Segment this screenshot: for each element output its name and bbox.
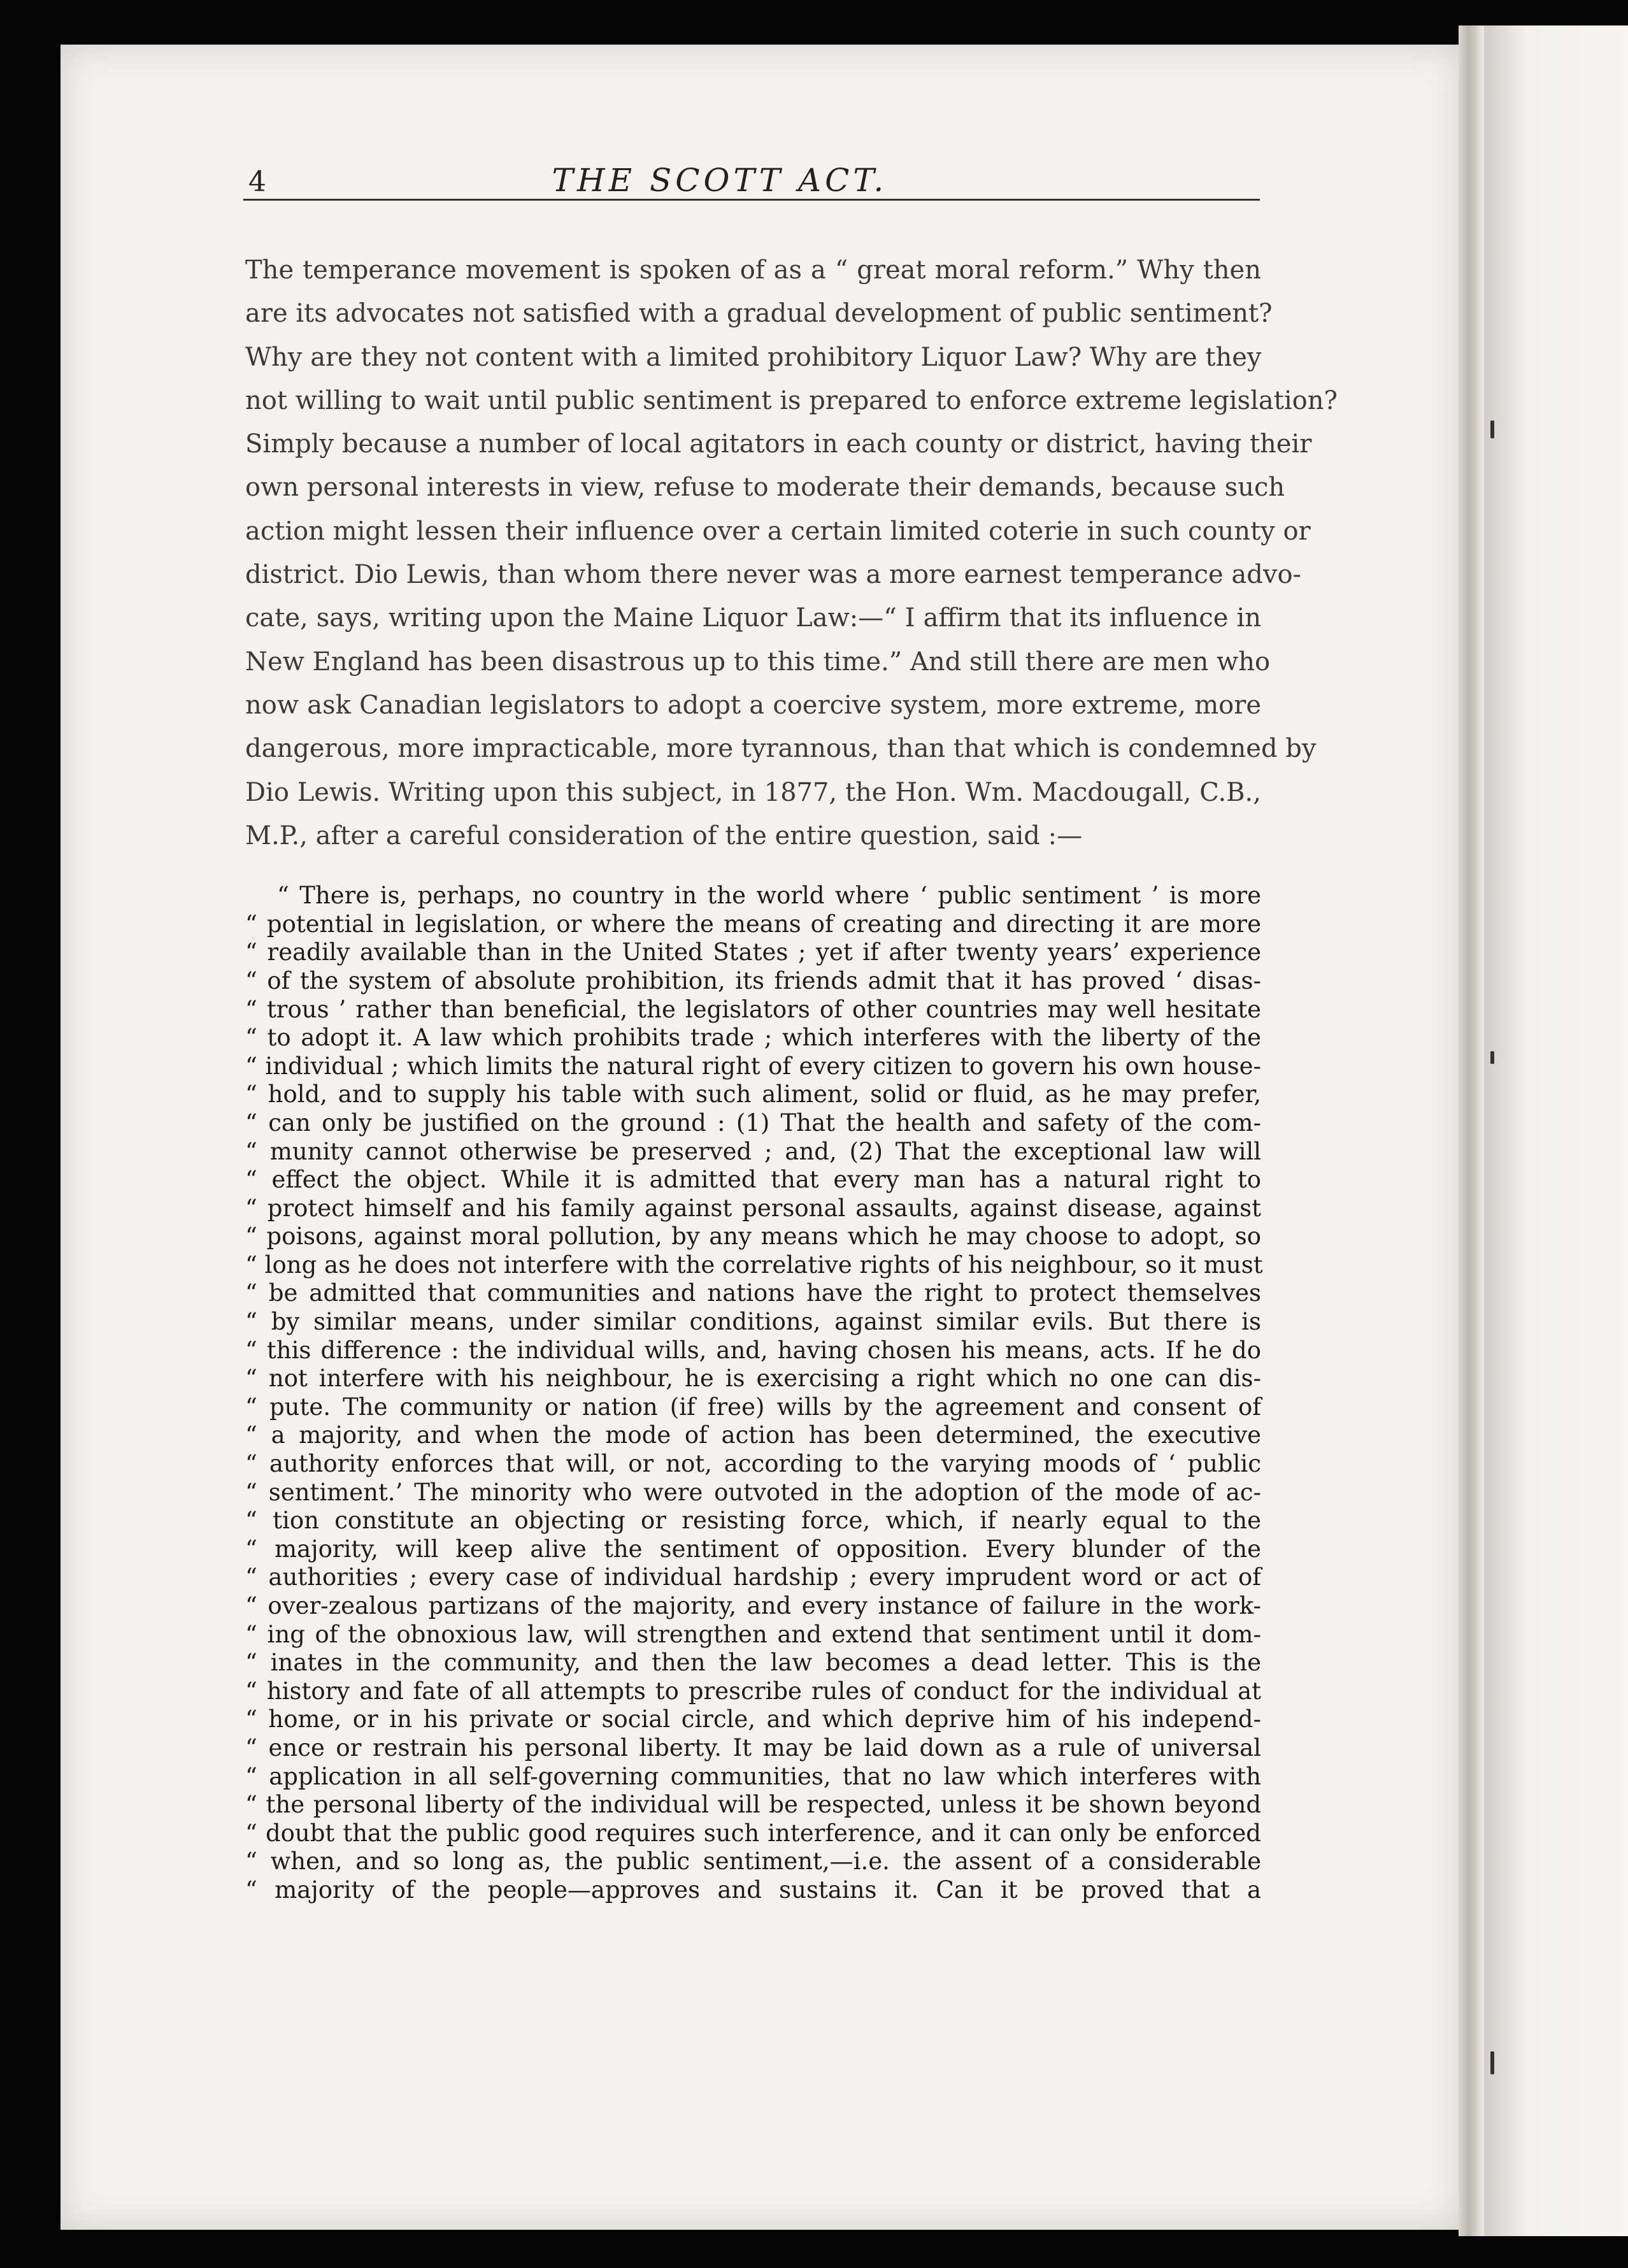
paragraph-line: own personal interests in view, refuse to moderate their demands, because such xyxy=(245,473,1285,503)
edge-mark xyxy=(1490,2051,1494,2074)
paragraph-line: cate, says, writing upon the Maine Liquor Law:—“ I affirm that its influence in xyxy=(245,603,1261,633)
quote-line: “ potential in legislation, or where the means of creating and directing it are more xyxy=(245,910,1261,938)
quote-line: “ application in all self-governing communities, that no law which interferes with xyxy=(245,1762,1261,1790)
edge-mark xyxy=(1490,420,1494,438)
paragraph-line: Why are they not content with a limited prohibitory Liquor Law? Why are they xyxy=(245,342,1262,372)
quote-line: “ authority enforces that will, or not, according to the varying moods of ‘ public xyxy=(245,1450,1261,1478)
running-head: THE SCOTT ACT. xyxy=(552,162,888,199)
quote-line: “ majority of the people—approves and sustains it. Can it be proved that a xyxy=(245,1876,1261,1904)
quote-line: “ when, and so long as, the public sentiment,—i.e. the assent of a considerable xyxy=(245,1848,1261,1876)
quote-line: “ the personal liberty of the individual will be respected, unless it be shown beyond xyxy=(245,1791,1261,1819)
quote-line: “ There is, perhaps, no country in the world where ‘ public sentiment ’ is more xyxy=(277,882,1261,910)
header-rule xyxy=(243,199,1260,201)
quote-line: “ to adopt it. A law which prohibits trade ; which interferes with the liberty of the xyxy=(245,1024,1261,1052)
quote-line: “ can only be justified on the ground : (1) That the health and safety of the com- xyxy=(245,1109,1261,1137)
quote-line: “ majority, will keep alive the sentiment of opposition. Every blunder of the xyxy=(245,1535,1261,1563)
quote-line: “ authorities ; every case of individual hardship ; every imprudent word or act of xyxy=(245,1563,1261,1591)
quote-line: “ munity cannot otherwise be preserved ; and, (2) That the exceptional law will xyxy=(245,1137,1261,1165)
paragraph-line: M.P., after a careful consideration of the entire question, said :— xyxy=(245,821,1083,850)
quote-line: “ over-zealous partizans of the majority, and every instance of failure in the work- xyxy=(245,1592,1261,1619)
quote-line: “ doubt that the public good requires such interference, and it can only be enforced xyxy=(245,1819,1261,1847)
paragraph-line: action might lessen their influence over a certain limited coterie in such county or xyxy=(245,516,1311,546)
page-edge xyxy=(1459,25,1484,2236)
paragraph-line: dangerous, more impracticable, more tyrannous, than that which is condemned by xyxy=(245,734,1317,764)
quote-line: “ individual ; which limits the natural right of every citizen to govern his own house- xyxy=(245,1052,1261,1080)
quote-line: “ this difference : the individual wills, and, having chosen his means, acts. If he do xyxy=(245,1336,1261,1364)
quote-line: “ hold, and to supply his table with such aliment, solid or fluid, as he may prefer, xyxy=(245,1080,1261,1109)
quote-line: “ ing of the obnoxious law, will strengthen and extend that sentiment until it dom- xyxy=(245,1620,1261,1648)
paragraph-line: not willing to wait until public sentiment is prepared to enforce extreme legislation? xyxy=(245,385,1338,415)
quote-line: “ readily available than in the United States ; yet if after twenty years’ experience xyxy=(245,938,1261,966)
quote-line: “ protect himself and his family against personal assaults, against disease, against xyxy=(245,1194,1261,1222)
quote-line: “ be admitted that communities and nations have the right to protect themselves xyxy=(245,1279,1261,1307)
quote-line: “ effect the object. While it is admitted that every man has a natural right to xyxy=(245,1166,1261,1194)
quote-line: “ trous ’ rather than beneficial, the legislators of other countries may well hesitate xyxy=(245,995,1261,1023)
quote-line: “ tion constitute an objecting or resisting force, which, if nearly equal to the xyxy=(245,1507,1261,1535)
paragraph-line: are its advocates not satisfied with a gradual development of public sentiment? xyxy=(245,299,1273,329)
quote-line: “ of the system of absolute prohibition, its friends admit that it has proved ‘ disas- xyxy=(245,966,1261,994)
paragraph-line: The temperance movement is spoken of as a “ great moral reform.” Why then xyxy=(245,255,1261,285)
paragraph-line: district. Dio Lewis, than whom there never was a more earnest temperance advo- xyxy=(245,560,1302,590)
paragraph-line: New England has been disastrous up to this time.” And still there are men who xyxy=(245,647,1271,677)
paragraph-line: Simply because a number of local agitators in each county or district, having their xyxy=(245,429,1312,459)
page-number: 4 xyxy=(248,166,266,198)
paragraph-line: Dio Lewis. Writing upon this subject, in 1877, the Hon. Wm. Macdougall, C.B., xyxy=(245,777,1261,807)
quote-line: “ poisons, against moral pollution, by any means which he may choose to adopt, so xyxy=(245,1223,1261,1251)
edge-mark xyxy=(1490,1051,1494,1064)
paragraph-line: now ask Canadian legislators to adopt a coercive system, more extreme, more xyxy=(245,690,1261,720)
quote-line: “ a majority, and when the mode of action has been determined, the executive xyxy=(245,1421,1261,1449)
quotation-block xyxy=(245,882,1261,1904)
quote-line: “ history and fate of all attempts to prescribe rules of conduct for the individual at xyxy=(245,1677,1261,1705)
quote-line: “ inates in the community, and then the law becomes a dead letter. This is the xyxy=(245,1649,1261,1677)
page-header xyxy=(178,153,1261,210)
quote-line: “ long as he does not interfere with the correlative rights of his neighbour, so it must xyxy=(245,1251,1263,1279)
body-text xyxy=(245,248,1338,1905)
quote-line: “ not interfere with his neighbour, he is exercising a right which no one can dis- xyxy=(245,1365,1261,1393)
quote-line: “ sentiment.’ The minority who were outvoted in the adoption of the mode of ac- xyxy=(245,1478,1261,1506)
quote-line: “ pute. The community or nation (if free) wills by the agreement and consent of xyxy=(245,1393,1261,1421)
facing-page-edge xyxy=(1484,25,1628,2236)
quote-line: “ ence or restrain his personal liberty. It may be laid down as a rule of universal xyxy=(245,1733,1261,1762)
paragraph xyxy=(245,248,1338,858)
quote-line: “ by similar means, under similar conditions, against similar evils. But there is xyxy=(245,1308,1261,1336)
quote-line: “ home, or in his private or social circle, and which deprive him of his independ- xyxy=(245,1705,1261,1733)
